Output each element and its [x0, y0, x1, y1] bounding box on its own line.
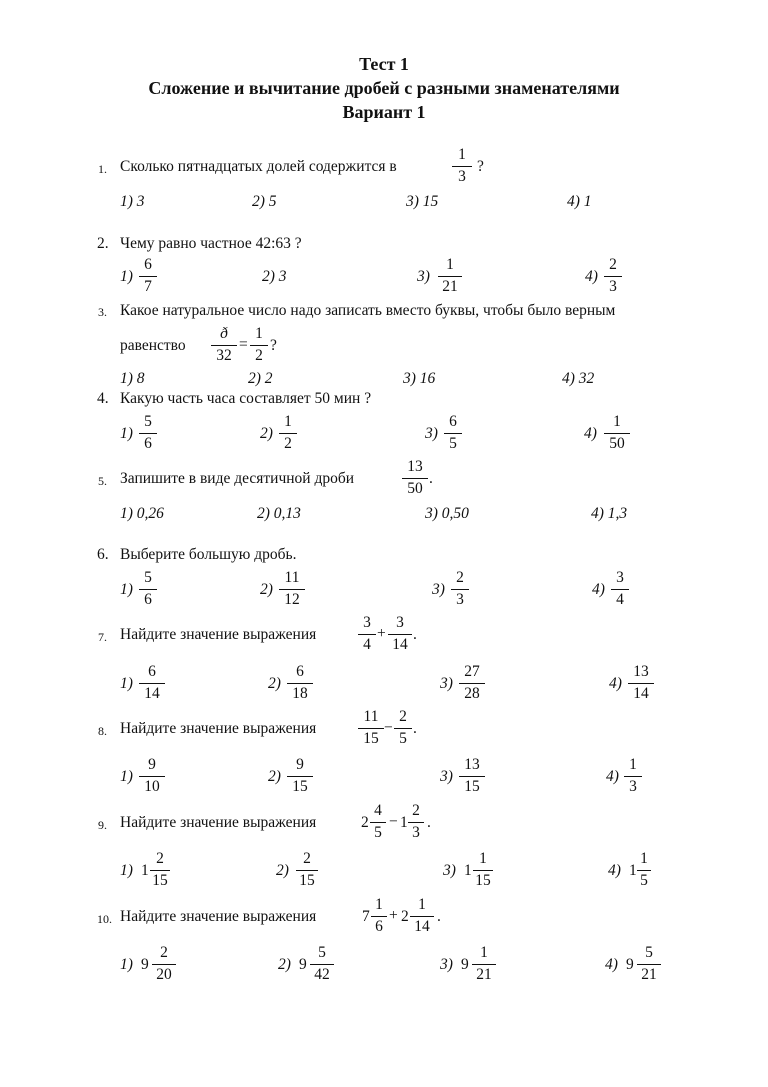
answer-option-3[interactable]: 3) 0,50	[425, 505, 469, 522]
question-text: Чему равно частное 42:63 ?	[120, 235, 302, 252]
question-text: Выберите большую дробь.	[120, 546, 297, 563]
fraction: 3 4	[358, 614, 376, 656]
answer-option-2[interactable]: 2) 3	[262, 268, 287, 285]
question-text: Сколько пятнадцатых долей содержится в	[120, 158, 397, 175]
fraction: 1 3	[624, 756, 642, 798]
fraction: 5 6	[139, 413, 157, 455]
answer-option-2[interactable]: 2) 2	[248, 370, 273, 387]
question-number: 8.	[98, 724, 107, 738]
question-number: 4.	[97, 390, 109, 407]
fraction: 9 10	[139, 756, 165, 798]
fraction: 13 15	[459, 756, 485, 798]
question-number: 1.	[98, 162, 107, 176]
fraction: 5 6	[139, 569, 157, 611]
fraction: 2 3	[451, 569, 469, 611]
question-text: Найдите значение выражения	[120, 908, 317, 925]
fraction: ð 32	[211, 325, 237, 367]
answer-option-2[interactable]: 2) 0,13	[257, 505, 301, 522]
question-text: Найдите значение выражения	[120, 720, 317, 737]
question-text-line-2: равенство	[120, 337, 186, 354]
fraction: 1 14	[410, 896, 434, 938]
answer-option-4[interactable]: 4) 32	[562, 370, 595, 387]
question-number: 5.	[98, 474, 107, 488]
fraction: 6 18	[287, 663, 313, 705]
fraction: 2 15	[296, 850, 318, 892]
fraction: 2 15	[150, 850, 170, 892]
fraction: 1 50	[604, 413, 630, 455]
fraction: 1 5	[637, 850, 651, 892]
question-number: 9.	[98, 818, 107, 832]
answer-option-4[interactable]: 4) 1,3	[591, 505, 628, 522]
question-number: 6.	[97, 546, 109, 563]
test-subtitle: Сложение и вычитание дробей с разными знаменателями	[148, 78, 620, 98]
answer-option-1[interactable]: 1) 3	[120, 193, 145, 210]
answer-option-1[interactable]: 1) 8	[120, 370, 145, 387]
fraction: 27 28	[459, 663, 485, 705]
question-text: Какую часть часа составляет 50 мин ?	[120, 390, 372, 407]
fraction: 5 42	[310, 944, 334, 986]
fraction: 13 14	[628, 663, 654, 705]
fraction: 6 14	[139, 663, 165, 705]
fraction: 11 15	[358, 708, 384, 750]
question-text: Найдите значение выражения	[120, 626, 317, 643]
answer-option-1[interactable]: 1) 0,26	[120, 505, 164, 522]
answer-option-2[interactable]: 2) 5	[252, 193, 277, 210]
fraction: 2 5	[394, 708, 412, 750]
fraction: 1 21	[438, 256, 462, 298]
answer-option-4[interactable]: 4) 1	[567, 193, 592, 210]
fraction: 5 21	[637, 944, 661, 986]
test-page: Тест 1 Сложение и вычитание дробей с разными знаменателями Вариант 1 1. Сколько пятнадцатых долей содержится в 1 3 ? 1) 3 2) 5 3) 15 4) 1 2. Чему равно частное 42:63 ? 1) 6 7 2) 3 3) 1 21 4) 2 3 3. Какое натуральное число надо записать вместо буквы, чтобы было верным равенство ð 32 = 1 2 ? 1) 8 2) 2 3) 16 4) 32 4. Какую часть часа составляет 50 мин ? 1) 5 6 2) 1 2 3) 6 5 4) 1 50 5. Запишите в виде десятичной дроби 13 50 . 1) 0,26 2) 0,13 3) 0,50 4) 1,3 6. Выберите большую дробь. 1) 5 6 2) 11 12 3) 2 3 4) 3 4 7. Найдите значение выражения 3 4 + 3 14 . 1) 6 14 2) 6 18 3) 27 28 4) 13 14 8. Найдите значение выражения 11 15 − 2 5 . 1) 9 10 2) 9 15 3) 13 15 4) 1 3 9. Найдите значение выражения 2 4 5 − 1 2 3 . 1) 1 2 15 2) 2 15 3) 1 1 15 4) 1 1 5 10. Найдите значение выражения 7 1 6 + 2 1 14 . 1) 9 2 20 2) 9 5 42 3) 9 1 21 4) 9 5 21	[0, 0, 768, 1087]
answer-option-3[interactable]: 3) 15	[406, 193, 439, 210]
question-text: Запишите в виде десятичной дроби	[120, 470, 355, 487]
question-text: Какое натуральное число надо записать вместо буквы, чтобы было верным	[120, 302, 616, 319]
fraction: 3 4	[611, 569, 629, 611]
fraction: 2 3	[604, 256, 622, 298]
fraction: 1 2	[250, 325, 268, 367]
fraction: 1 3	[452, 146, 472, 188]
answer-option-3[interactable]: 3) 16	[403, 370, 436, 387]
fraction: 11 12	[279, 569, 305, 611]
fraction: 1 21	[472, 944, 496, 986]
question-text: Найдите значение выражения	[120, 814, 317, 831]
fraction: 6 5	[444, 413, 462, 455]
variant-label: Вариант 1	[342, 102, 426, 122]
fraction: 1 2	[279, 413, 297, 455]
fraction: 1 15	[473, 850, 493, 892]
fraction: 2 20	[152, 944, 176, 986]
fraction: 2 3	[408, 802, 424, 844]
question-number: 7.	[98, 630, 107, 644]
fraction: 6 7	[139, 256, 157, 298]
question-number: 3.	[98, 305, 107, 319]
fraction: 13 50	[402, 458, 428, 500]
fraction: 3 14	[388, 614, 412, 656]
fraction: 9 15	[287, 756, 313, 798]
test-title: Тест 1	[359, 54, 409, 74]
question-number: 2.	[97, 235, 109, 252]
question-number: 10.	[97, 912, 112, 926]
fraction: 1 6	[371, 896, 387, 938]
fraction: 4 5	[370, 802, 386, 844]
